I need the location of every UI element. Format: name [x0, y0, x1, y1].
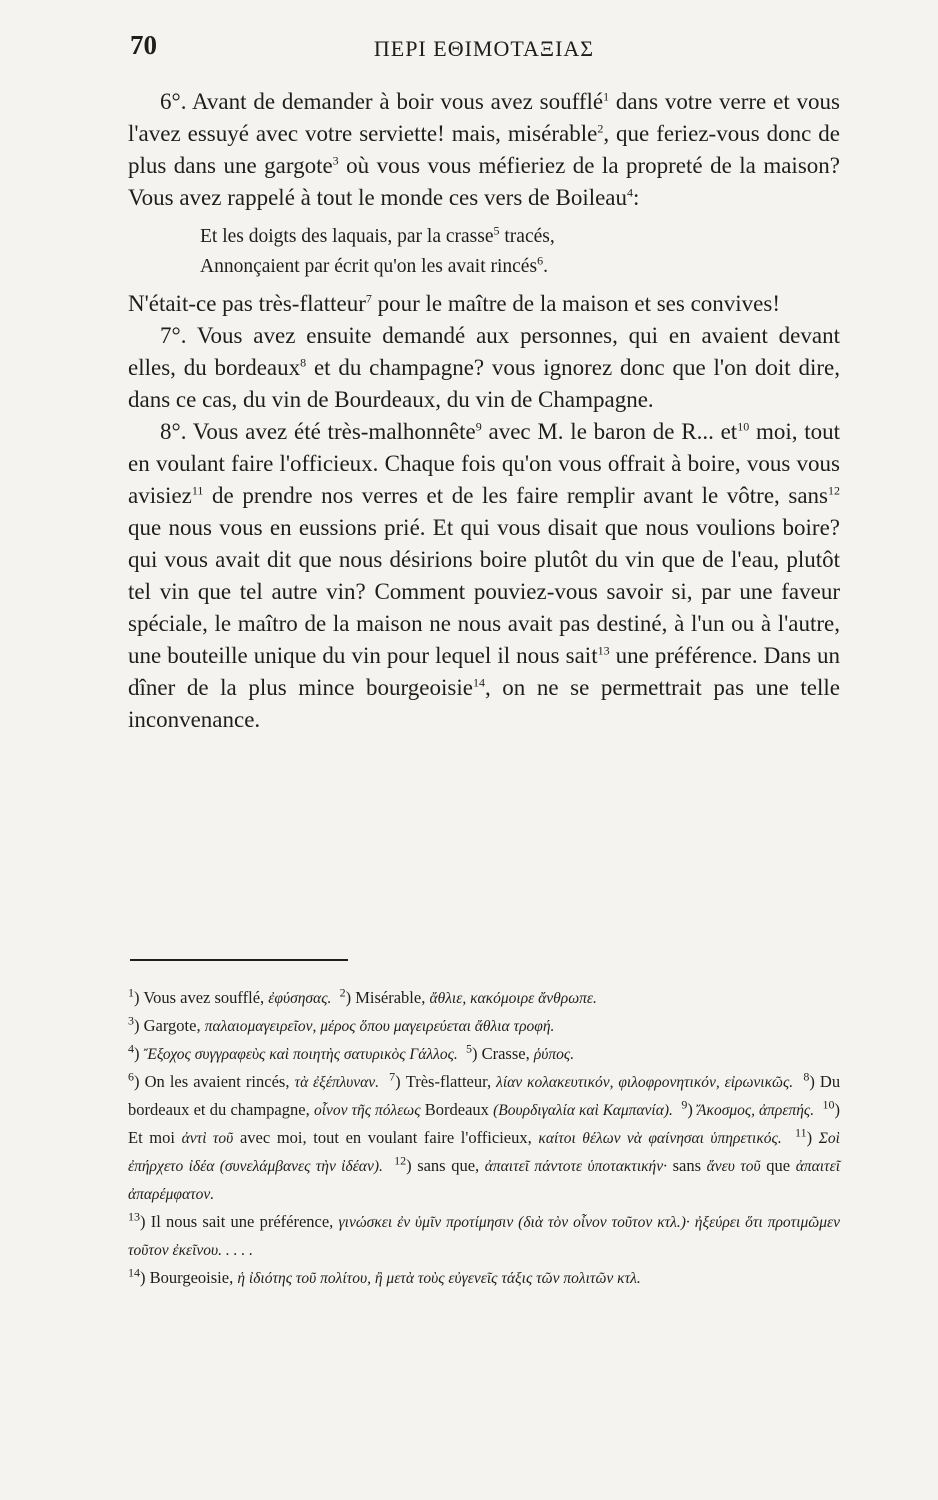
footnote-ref: 8	[300, 355, 307, 370]
verse-quote	[200, 222, 840, 282]
paragraph-6-continued: N'était-ce pas très-flatteur$^7$ pour le maître de la maison et ses convives!	[128, 291, 780, 316]
footnote-ref: 11	[191, 483, 204, 498]
verse-line-2: Annonçaient par écrit qu'on les avait rincés$^6$.	[200, 253, 548, 277]
footnote-ref: 7	[365, 291, 372, 306]
paragraph-7: 7°. Vous avez ensuite demandé aux personnes, qui en avaient devant elles, du bordeaux$^8$ et du champagne? vous ignorez donc que l'on doit dire, dans ce cas, du vin de Bourdeaux, du vin de Champagne.	[128, 323, 841, 412]
paragraph-6: 6°. Avant de demander à boir vous avez soufflé$^1$ dans votre verre et vous l'avez essuyé avec votre serviette! mais, misérable$^2$, que feriez-vous donc de plus dans une gargote$^3$ où vous vous méfieriez de la propreté de la maison? Vous avez rappelé à tout le monde ces vers de Boileau$^4$:	[128, 89, 841, 210]
footnote-ref: 6	[537, 253, 544, 268]
footnote-ref: 5	[493, 223, 500, 238]
footnote-divider	[130, 959, 348, 961]
page-number: 70	[130, 30, 157, 60]
footnote-ref: 4	[627, 185, 634, 200]
footnote-ref: 2	[597, 121, 604, 136]
footnotes	[128, 984, 840, 1292]
footnote-1-2: $^1$) Vous avez soufflé, ἐφύσησας. $^2$) Misérable, ἄθλιε, κακόμοιρε ἄνθρωπε.	[128, 985, 597, 1007]
footnote-3: $^3$) Gargote, παλαιομαγειρεῖον, μέρος ὅπου μαγειρεύεται ἄθλια τροφή.	[128, 1013, 555, 1035]
footnote-13: $^{13}$) Il nous sait une préférence, γινώσκει ἐν ὑμῖν προτίμησιν (διὰ τὸν οἶνον τοῦτον κτλ.)· ἠξεύρει ὅτι προτιμῶμεν τοῦτον ἐκεῖνου. . . . .	[128, 1209, 841, 1259]
footnote-ref: 1	[603, 89, 610, 104]
footnote-ref: 13	[597, 643, 610, 658]
footnote-ref: 14	[472, 675, 485, 690]
footnote-ref: 3	[332, 153, 339, 168]
footnote-ref: 9	[475, 419, 482, 434]
verse-line-1: Et les doigts des laquais, par la crasse$^5$ tracés,	[200, 223, 555, 247]
running-title: ΠΕΡΙ ΕΘΙΜΟΤΑΞΙΑΣ	[373, 36, 595, 61]
footnote-ref: 12	[828, 483, 840, 498]
footnote-6-7: $^6$) On les avaient rincés, τὰ ἐξέπλυναν. $^7$) Très-flatteur, λίαν κολακευτικόν, φιλοφρονητικόν, εἰρωνικῶς. $^8$) Du bordeaux et du champagne, οἶνον τῆς πόλεως Bordeaux (Βουρδιγαλία καὶ Καμπανία). $^9$) Ἄκοσμος, ἀπρεπής. $^{10}$) Et moi ἀντὶ τοῦ avec moi, tout en voulant faire l'officieux, καίτοι θέλων νὰ φαίνησαι ὑπηρετικός. $^{11}$) Σοὶ ἐπήρχετο ἰδέα (συνελάμβανες τὴν ἰδέαν). $^{12}$) sans que, ἀπαιτεῖ πάντοτε ὑποτακτικήν· sans ἄνευ τοῦ que ἀπαιτεῖ ἀπαρέμφατον.	[128, 1069, 841, 1203]
footnote-4-5: $^4$) Ἔξοχος συγγραφεὺς καὶ ποιητὴς σατυρικὸς Γάλλος. $^5$) Crasse, ῥύπος.	[128, 1041, 575, 1063]
page-header	[130, 30, 838, 70]
main-text	[128, 86, 840, 736]
paragraph-8: 8°. Vous avez été très-malhonnête$^9$ avec M. le baron de R... $et^{10}$ moi, tout en voulant faire l'officieux. Chaque fois qu'on vous offrait à boire, vous vous avisiez$^{11}$ de prendre nos verres et de les faire remplir avant le vôtre, sans$^{12}$ que nous vous en eussions prié. Et qui vous disait que nous voulions boire? qui vous avait dit que nous désirions boire plutôt du vin que de l'eau, plutôt tel vin que tel autre vin? Comment pouviez-vous savoir si, par une faveur spéciale, le maîtro de la maison ne nous avait pas destiné, à l'un ou à l'autre, une bouteille unique du vin pour lequel il nous sait$^{13}$ une préférence. Dans un dîner de la plus mince bourgeoisie$^{14}$, on ne se permettrait pas une telle inconvenance.	[128, 419, 841, 732]
footnote-ref: 10	[737, 419, 750, 434]
footnote-14: $^{14}$) Bourgeoisie, ἡ ἰδιότης τοῦ πολίτου, ἢ μετὰ τοὺς εὐγενεῖς τάξις τῶν πολιτῶν κτλ.	[128, 1265, 641, 1287]
